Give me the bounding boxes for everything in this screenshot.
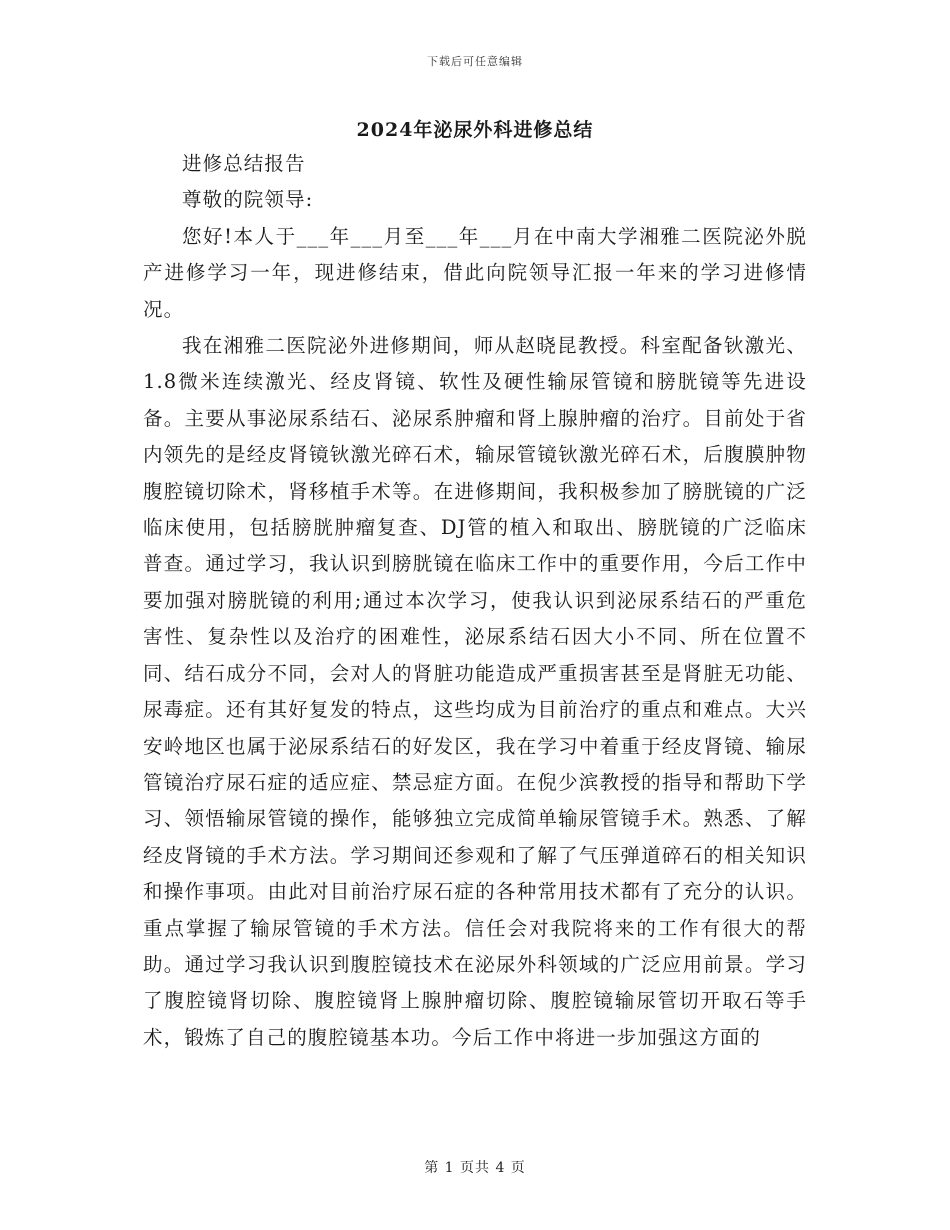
- page-number: 第 1 页共 4 页: [424, 1160, 526, 1176]
- header-note: 下载后可任意编辑: [427, 55, 523, 68]
- document-title: 2024年泌尿外科进修总结: [356, 119, 594, 141]
- body-paragraph: 您好!本人于___年___月至___年___月在中南大学湘雅二医院泌外脱产进修学习一年，现进修结束，借此向院领导汇报一年来的学习进修情况。: [143, 224, 807, 321]
- body-paragraph: 我在湘雅二医院泌外进修期间，师从赵晓昆教授。科室配备钬激光、1.8微米连续激光、经皮肾镜、软性及硬性输尿管镜和膀胱镜等先进设备。主要从事泌尿系结石、泌尿系肿瘤和肾上腺肿瘤的治疗。目前处于省内领先的是经皮肾镜钬激光碎石术，输尿管镜钬激光碎石术，后腹膜肿物腹腔镜切除术，肾移植手术等。在进修期间，我积极参加了膀胱镜的广泛临床使用，包括膀胱肿瘤复查、DJ管的植入和取出、膀胱镜的广泛临床普查。通过学习，我认识到膀胱镜在临床工作中的重要作用，今后工作中要加强对膀胱镜的利用;通过本次学习，使我认识到泌尿系结石的严重危害性、复杂性以及治疗的困难性，泌尿系结石因大小不同、所在位置不同、结石成分不同，会对人的肾脏功能造成严重损害甚至是肾脏无功能、尿毒症。还有其好复发的特点，这些均成为目前治疗的重点和难点。大兴安岭地区也属于泌尿系结石的好发区，我在学习中着重于经皮肾镜、输尿管镜治疗尿石症的适应症、禁忌症方面。在倪少滨教授的指导和帮助下学习、领悟输尿管镜的操作，能够独立完成简单输尿管镜手术。熟悉、了解经皮肾镜的手术方法。学习期间还参观和了解了气压弹道碎石的相关知识和操作事项。由此对目前治疗尿石症的各种常用技术都有了充分的认识。重点掌握了输尿管镜的手术方法。信任会对我院将来的工作有很大的帮助。通过学习我认识到腹腔镜技术在泌尿外科领域的广泛应用前景。学习了腹腔镜肾切除、腹腔镜肾上腺肿瘤切除、腹腔镜输尿管切开取石等手术，锻炼了自己的腹腔镜基本功。今后工作中将进一步加强这方面的: [143, 334, 807, 1049]
- document-body: [143, 146, 807, 1056]
- document-subtitle: 进修总结报告: [182, 152, 306, 175]
- salutation: 尊敬的院领导:: [182, 188, 314, 212]
